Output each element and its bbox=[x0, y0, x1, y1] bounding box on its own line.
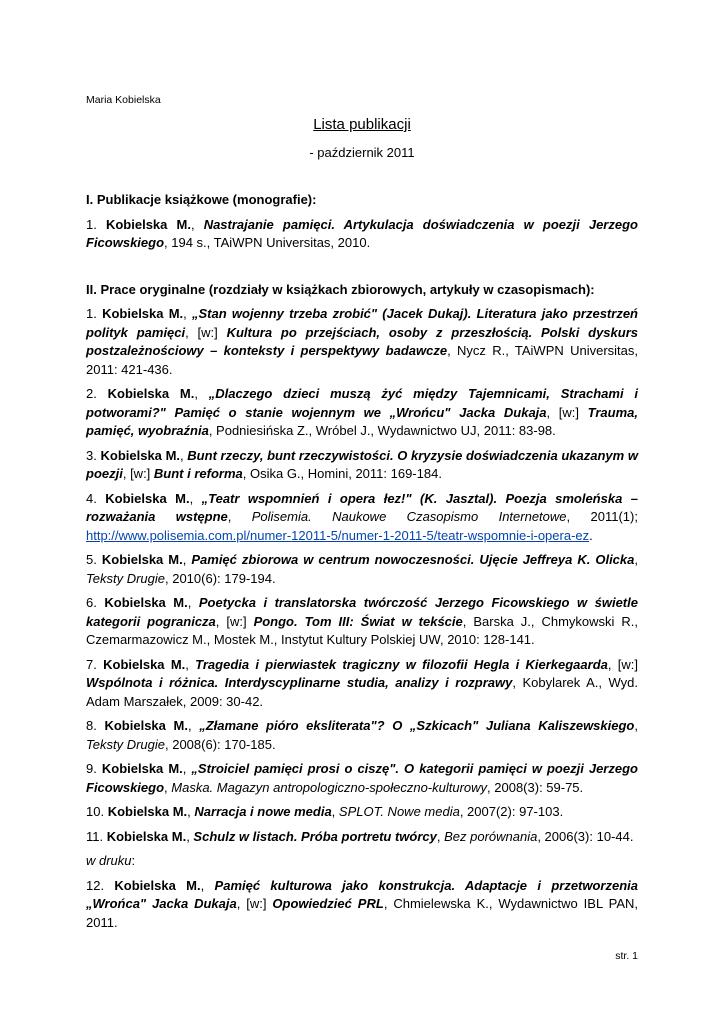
item-details: , Kobylarek A., Wyd. Adam Marszałek, 2009: 30-42. bbox=[86, 675, 638, 709]
item-details: , Chmielewska K., Wydawnictwo IBL PAN, 2011. bbox=[86, 896, 638, 930]
item-title: Pamięć kulturowa jako konstrukcja. Adaptacje i przetworzenia „Wrońca" Jacka Dukaja bbox=[86, 877, 638, 911]
item-title: Pamięć zbiorowa w centrum nowoczesności. Ujęcie Jeffreya K. Olicka bbox=[191, 552, 635, 567]
item-separator: , bbox=[164, 779, 172, 795]
item-book-title: Opowiedzieć PRL bbox=[272, 896, 384, 911]
item-number: 1. bbox=[86, 306, 103, 321]
item-details: , Barska J., Chmykowski R., Czemarmazowicz M., Mostek M., Instytut Kultury Polskiej UW, 2010: 128-141. bbox=[86, 613, 638, 647]
section-heading-monographs: I. Publikacje książkowe (monografie): bbox=[86, 192, 317, 207]
item-title: „Dlaczego dzieci muszą żyć między Tajemnicami, Strachami i potworami?" Pamięć o stanie wojennym we „Wrońcu" Jacka Dukaja bbox=[86, 386, 638, 420]
item-separator: , bbox=[331, 804, 339, 819]
item-separator: , bbox=[200, 877, 215, 893]
page-subtitle: - październik 2011 bbox=[309, 145, 415, 160]
item-details: , Nycz R., TAiWPN Universitas, 2011: 421-436. bbox=[86, 343, 638, 377]
item-in-marker: , [w:] bbox=[607, 656, 638, 672]
item-author: Kobielska M. bbox=[103, 656, 186, 672]
item-book-title: Bunt i reforma bbox=[153, 466, 243, 481]
item-title: Schulz w listach. Próba portretu twórcy bbox=[193, 828, 437, 844]
item-author: Kobielska M. bbox=[105, 490, 190, 506]
item-book-title: Kultura po przejściach, osoby z przeszłością. Polski dyskurs postzależnościowy – konteksty i perspektywy badawcze bbox=[86, 324, 638, 358]
publication-item bbox=[86, 828, 638, 847]
item-separator: , bbox=[436, 828, 445, 844]
publication-item bbox=[86, 877, 638, 933]
item-separator: , bbox=[227, 509, 252, 524]
publication-item bbox=[86, 717, 638, 754]
item-journal: Teksty Drugie bbox=[86, 570, 165, 586]
item-details: , 2011(1); bbox=[566, 509, 638, 524]
item-number: 6. bbox=[86, 595, 105, 610]
item-number: 12. bbox=[86, 877, 115, 893]
item-journal: Maska. Magazyn antropologiczno-społeczno-kulturowy bbox=[171, 779, 488, 795]
item-title: Tragedia i pierwiastek tragiczny w filozofii Hegla i Kierkegaarda bbox=[195, 656, 608, 672]
publication-item bbox=[86, 551, 638, 588]
item-details: , 2007(2): 97-103. bbox=[459, 804, 564, 819]
item-number: 5. bbox=[86, 552, 102, 567]
item-separator: , bbox=[186, 828, 194, 844]
item-author: Kobielska M. bbox=[106, 828, 187, 844]
item-details: , 2008(6): 170-185. bbox=[165, 736, 276, 752]
publication-item bbox=[86, 447, 638, 484]
item-author: Kobielska M. bbox=[102, 306, 184, 321]
item-details: , 2010(6): 179-194. bbox=[165, 570, 276, 586]
publication-item bbox=[86, 216, 638, 253]
item-details: , Podniesińska Z., Wróbel J., Wydawnictwo UJ, 2011: 83-98. bbox=[208, 423, 556, 438]
item-number: 2. bbox=[86, 386, 108, 401]
item-title: „Teatr wspomnień i opera łez!" (K. Jasztal). Poezja smoleńska – rozważania wstępne bbox=[86, 490, 638, 524]
item-separator: , bbox=[189, 490, 202, 506]
in-press-label bbox=[86, 852, 638, 871]
item-book-title: Trauma, pamięć, wyobraźnia bbox=[86, 404, 638, 438]
article-url-link[interactable]: http://www.polisemia.com.pl/numer-12011-5/numer-1-2011-5/teatr-wspomnie-i-opera-ez bbox=[86, 527, 590, 543]
item-number: 7. bbox=[86, 656, 104, 672]
item-number: 10. bbox=[86, 804, 108, 819]
item-separator: , bbox=[187, 718, 200, 733]
item-title: Narracja i nowe media bbox=[194, 804, 332, 819]
item-number: 11. bbox=[86, 828, 107, 844]
item-in-marker: , [w:] bbox=[236, 896, 273, 911]
item-journal: Teksty Drugie bbox=[86, 736, 165, 752]
item-details: , 194 s., TAiWPN Universitas, 2010. bbox=[164, 235, 371, 250]
item-author: Kobielska M. bbox=[100, 447, 181, 463]
item-separator: , bbox=[194, 386, 209, 401]
author-name: Maria Kobielska bbox=[86, 94, 161, 106]
publication-item bbox=[86, 385, 638, 441]
page-number: str. 1 bbox=[615, 950, 638, 962]
item-title: „Stan wojenny trzeba zrobić" (Jacek Dukaj). Literatura jako przestrzeń polityk pamięci bbox=[86, 306, 638, 340]
item-author: Kobielska M. bbox=[104, 718, 188, 733]
item-title: Nastrajanie pamięci. Artykulacja doświadczenia w poezji Jerzego Ficowskiego bbox=[86, 216, 638, 250]
item-title: „Złamane pióro eksliterata"? O „Szkicach" Juliana Kaliszewskiego bbox=[199, 718, 635, 733]
publication-list bbox=[86, 191, 638, 938]
item-title: „Stroiciel pamięci prosi o ciszę". O kategorii pamięci w poezji Jerzego Ficowskiego bbox=[86, 761, 638, 795]
item-separator: , bbox=[182, 761, 192, 776]
item-details: , 2006(3): 10-44. bbox=[537, 828, 634, 844]
item-separator: , bbox=[190, 216, 204, 232]
in-press-colon: : bbox=[131, 853, 136, 868]
item-author: Kobielska M. bbox=[107, 386, 195, 401]
item-book-title: Wspólnota i różnica. Interdyscyplinarne studia, analizy i rozprawy bbox=[86, 675, 513, 690]
item-separator: , bbox=[634, 552, 638, 567]
publication-item bbox=[86, 305, 638, 379]
item-author: Kobielska M. bbox=[105, 216, 191, 232]
item-in-marker: , [w:] bbox=[122, 466, 154, 481]
item-in-marker: , [w:] bbox=[215, 613, 254, 629]
item-number: 3. bbox=[86, 447, 101, 463]
item-journal: Bez porównania bbox=[444, 828, 538, 844]
publication-item bbox=[86, 803, 638, 822]
item-author: Kobielska M. bbox=[107, 804, 188, 819]
item-journal: SPLOT. Nowe media bbox=[338, 804, 460, 819]
item-separator: , bbox=[634, 718, 638, 733]
item-in-marker: , [w:] bbox=[185, 324, 227, 340]
item-number: 4. bbox=[86, 490, 106, 506]
publication-item bbox=[86, 490, 638, 546]
item-details: , Osika G., Homini, 2011: 169-184. bbox=[242, 466, 442, 481]
item-book-title: Pongo. Tom III: Świat w tekście bbox=[253, 613, 463, 629]
item-separator: , bbox=[187, 804, 195, 819]
item-number: 9. bbox=[86, 761, 102, 776]
item-author: Kobielska M. bbox=[114, 877, 201, 893]
item-separator: , bbox=[183, 306, 192, 321]
item-in-marker: , [w:] bbox=[546, 404, 588, 420]
item-title: Bunt rzeczy, bunt rzeczywistości. O kryzysie doświadczenia ukazanym w poezji bbox=[86, 447, 638, 481]
item-number: 8. bbox=[86, 718, 105, 733]
item-author: Kobielska M. bbox=[104, 595, 188, 610]
item-details: , 2008(3): 59-75. bbox=[487, 779, 584, 795]
item-number: 1. bbox=[86, 216, 106, 232]
item-journal: Polisemia. Naukowe Czasopismo Internetowe bbox=[251, 509, 567, 524]
item-author: Kobielska M. bbox=[101, 761, 183, 776]
item-title: Poetycka i translatorska twórczość Jerzego Ficowskiego w świetle kategorii pogranicza bbox=[86, 595, 638, 629]
publication-item bbox=[86, 760, 638, 797]
item-author: Kobielska M. bbox=[101, 552, 183, 567]
item-separator: , bbox=[187, 595, 199, 610]
item-separator: , bbox=[185, 656, 196, 672]
publication-item bbox=[86, 594, 638, 650]
item-separator: , bbox=[182, 552, 192, 567]
item-separator: , bbox=[180, 447, 188, 463]
section-heading-articles: II. Prace oryginalne (rozdziały w książkach zbiorowych, artykuły w czasopismach): bbox=[86, 281, 595, 297]
publication-item bbox=[86, 656, 638, 712]
page-title: Lista publikacji bbox=[313, 116, 411, 133]
item-end: . bbox=[589, 527, 593, 543]
in-press-text: w druku bbox=[86, 853, 132, 868]
